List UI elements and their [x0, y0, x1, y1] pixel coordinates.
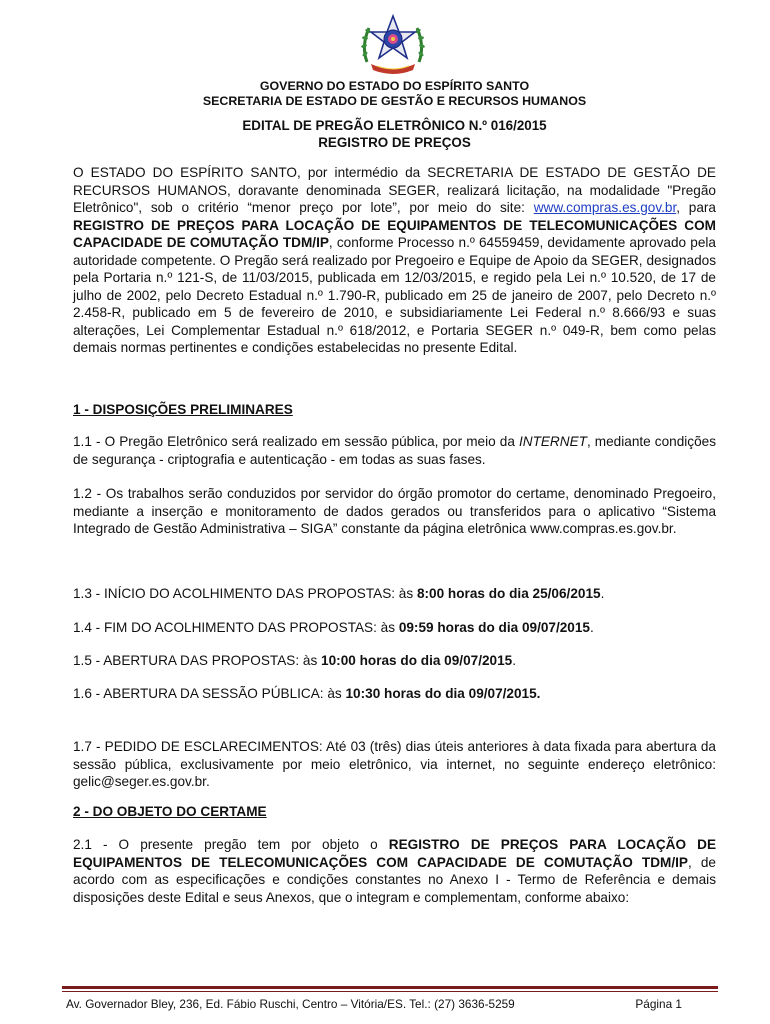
- item-1-2: 1.2 - Os trabalhos serão conduzidos por servidor do órgão promotor do certame, denominado Pregoeiro, mediante a inserção e monitoramento de dados gerados ou transferidos para o aplicativo “Sistema Integrado de Gestão Administrativa – SIGA” constante da página eletrônica www.compras.es.gov.br.: [73, 486, 716, 536]
- item-1-3: [73, 585, 716, 603]
- item-1-4-end: .: [590, 620, 594, 635]
- footer-page-number: Página 1: [635, 997, 682, 1011]
- item-1-1-text-2: , mediante condições de segurança - criptografia e autenticação - em todas as suas fases.: [73, 434, 717, 467]
- compras-site-link[interactable]: www.compras.es.gov.br: [533, 200, 677, 215]
- header-line-2: SECRETARIA DE ESTADO DE GESTÃO E RECURSOS HUMANOS: [202, 94, 587, 108]
- footer-rule-thick: [62, 986, 718, 989]
- intro-text-2: , para: [676, 200, 716, 215]
- section-1-heading: 1 - DISPOSIÇÕES PRELIMINARES: [73, 402, 293, 417]
- item-1-1: [73, 433, 716, 468]
- item-1-4-label: 1.4 - FIM DO ACOLHIMENTO DAS PROPOSTAS: às: [73, 620, 399, 635]
- intro-object-bold: REGISTRO DE PREÇOS PARA LOCAÇÃO DE EQUIPAMENTOS DE TELECOMUNICAÇÕES COM CAPACIDADE DE COMUTAÇÃO TDM/IP: [73, 217, 716, 250]
- document-page: [73, 0, 716, 1024]
- header-line-1: GOVERNO DO ESTADO DO ESPÍRITO SANTO: [259, 79, 530, 93]
- item-1-6-label: 1.6 - ABERTURA DA SESSÃO PÚBLICA: às: [73, 686, 346, 701]
- item-1-5-time: 10:00 horas do dia 09/07/2015: [321, 653, 513, 668]
- item-1-6: [73, 685, 716, 703]
- item-1-4-time: 09:59 horas do dia 09/07/2015: [398, 620, 590, 635]
- intro-paragraph: [73, 164, 716, 357]
- item-1-5-label: 1.5 - ABERTURA DAS PROPOSTAS: às: [73, 653, 322, 668]
- item-1-3-end: .: [600, 586, 605, 601]
- item-1-6-time: 10:30 horas do dia 09/07/2015.: [345, 686, 541, 701]
- item-2-1-object-bold: REGISTRO DE PREÇOS PARA LOCAÇÃO DE EQUIPAMENTOS DE TELECOMUNICAÇÕES COM CAPACIDADE DE COMUTAÇÃO TDM/IP: [73, 837, 717, 870]
- footer-address: Av. Governador Bley, 236, Ed. Fábio Ruschi, Centro – Vitória/ES. Tel.: (27) 3636-5259: [66, 997, 515, 1011]
- item-1-1-text: 1.1 - O Pregão Eletrônico será realizado em sessão pública, por meio da: [73, 434, 519, 449]
- item-1-3-label: 1.3 - INÍCIO DO ACOLHIMENTO DAS PROPOSTAS: às: [73, 586, 417, 601]
- item-1-5-end: .: [512, 653, 517, 668]
- item-1-5: [73, 652, 716, 670]
- footer: [66, 995, 682, 1013]
- item-1-7: 1.7 - PEDIDO DE ESCLARECIMENTOS: Até 03 (três) dias úteis anteriores à data fixada para abertura da sessão pública, exclusivamente por meio eletrônico, via internet, no seguinte endereço eletrônico: gelic@seger.es.gov.br.: [73, 739, 716, 789]
- item-2-1: [73, 836, 716, 906]
- item-1-4: [73, 619, 716, 637]
- intro-text-1: O ESTADO DO ESPÍRITO SANTO, por intermédio da SECRETARIA DE ESTADO DE GESTÃO DE RECURSOS HUMANOS, doravante denominada SEGER, realizará licitação, na modalidade "Pregão Eletrônico", sob o critério “menor preço por lote”, por meio do site:: [73, 165, 716, 215]
- edital-subtitle: REGISTRO DE PREÇOS: [318, 135, 471, 150]
- item-2-1-text: 2.1 - O presente pregão tem por objeto o: [73, 837, 389, 852]
- item-2-1-text-2: , de acordo com as especificações e condições constantes no Anexo I - Termo de Referência e demais disposições deste Edital e seus Anexos, que o integram e complementam, conforme abaixo:: [73, 854, 716, 905]
- item-1-1-italic: INTERNET: [518, 434, 587, 449]
- footer-rule-thin: [62, 991, 718, 992]
- intro-text-3: , conforme Processo n.º 64559459, devidamente aprovado pela autoridade competente. O Pregão será realizado por Pregoeiro e Equipe de Apoio da SEGER, designados pela Portaria n.º 121-S, de 11/03/2015, publicada em 12/03/2015, e regido pela Lei n.º 10.520, de 17 de julho de 2002, pelo Decreto Estadual n.º 1.790-R, publicado em 25 de janeiro de 2007, pelo Decreto n.º 2.458-R, publicado em 5 de fevereiro de 2010, e subsidiariamente Lei Federal n.º 8.666/93 e suas alterações, Lei Complementar Estadual n.º 618/2012, e Portaria SEGER n.º 049-R, bem como pelas demais normas pertinentes e condições estabelecidas no presente Edital.: [73, 235, 716, 355]
- edital-title-block: [73, 117, 716, 151]
- coat-of-arms-icon: [357, 10, 429, 78]
- item-1-3-time: 8:00 horas do dia 25/06/2015: [416, 586, 601, 601]
- government-header: [73, 79, 716, 109]
- edital-title: EDITAL DE PREGÃO ELETRÔNICO N.º 016/2015: [242, 118, 547, 133]
- section-2-heading: 2 - DO OBJETO DO CERTAME: [73, 804, 267, 819]
